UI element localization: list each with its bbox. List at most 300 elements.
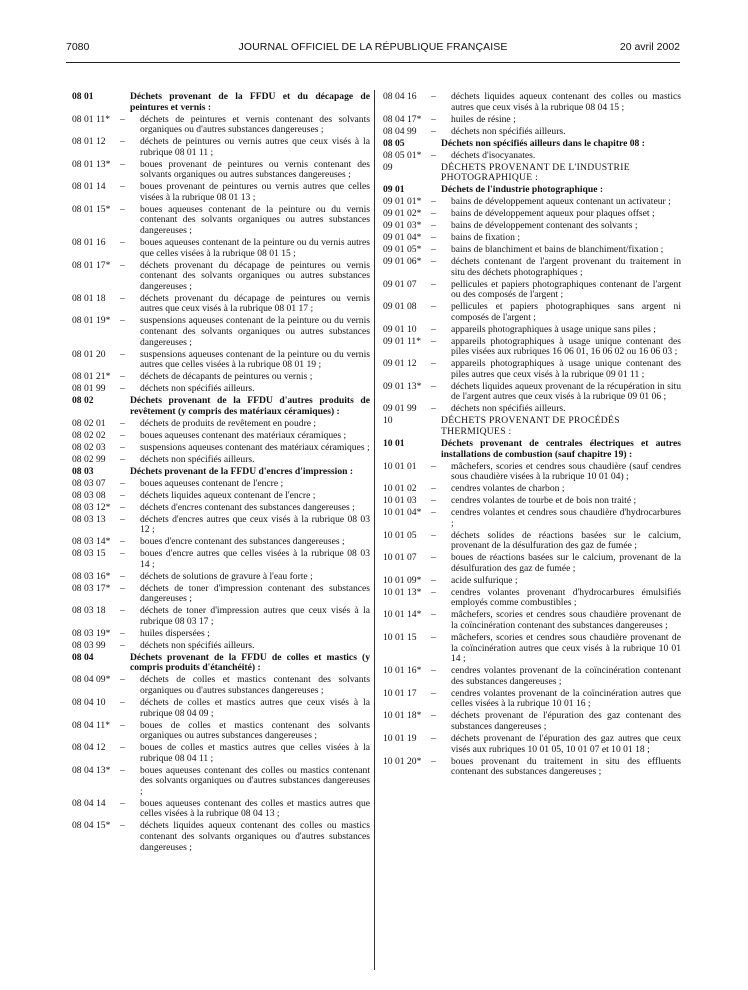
waste-entry bbox=[383, 197, 681, 208]
waste-description: – déchets de toner d'impression autres que ceux visés à la rubrique 08 03 17 ; bbox=[120, 605, 370, 627]
waste-code: 09 01 99 bbox=[383, 403, 417, 415]
heading-text bbox=[130, 396, 370, 417]
waste-description: – déchets liquides aqueux contenant de l'encre ; bbox=[120, 489, 316, 501]
waste-entry bbox=[72, 160, 370, 181]
description-text: déchets de produits de revêtement en poudre ; bbox=[140, 417, 317, 429]
waste-description: – pellicules et papiers photographiques contenant de l'argent ou des composés de l'argent ; bbox=[431, 278, 681, 301]
description-text: mâchefers, scories et cendres sous chaudière (sauf cendres sous chaudière visées à la rubrique 10 01 04) ; bbox=[451, 460, 681, 483]
section-heading bbox=[383, 185, 681, 196]
description-text: déchets de colles et mastics contenant des solvants organiques ou d'autres substances dangereuses ; bbox=[140, 674, 370, 696]
waste-code: 08 01 21* bbox=[72, 371, 111, 383]
description-text: cendres volantes de charbon ; bbox=[451, 483, 565, 495]
waste-description: – appareils photographiques à usage unique contenant des piles visées aux rubriques 16 06 01, 16 06 02 ou 16 06 03 ; bbox=[431, 335, 681, 358]
waste-description: – bains de développement contenant des solvants ; bbox=[431, 220, 638, 232]
waste-entry bbox=[72, 316, 370, 348]
description-text: déchets de colles et mastics autres que ceux visés à la rubrique 08 04 09 ; bbox=[140, 696, 370, 719]
waste-entry bbox=[72, 431, 370, 442]
description-text: suspensions aqueuses contenant de la peinture ou du vernis contenant des solvants organiques ou autres substances dangereuses ; bbox=[140, 315, 370, 348]
waste-code: 10 01 15 bbox=[383, 632, 417, 644]
waste-description: – déchets non spécifiés ailleurs. bbox=[120, 639, 255, 651]
waste-code: 08 03 08 bbox=[72, 489, 106, 501]
waste-description: – mâchefers, scories et cendres sous chaudière (sauf cendres sous chaudière visées à la rubrique 10 01 04) ; bbox=[431, 460, 681, 483]
waste-code: 08 03 12* bbox=[72, 501, 111, 513]
waste-description: – suspensions aqueuses contenant de la peinture ou du vernis contenant des solvants organiques ou autres substances dangereuses ; bbox=[120, 315, 370, 348]
description-text: bains de blanchiment et bains de blanchiment/fixation ; bbox=[451, 244, 664, 256]
waste-description: – déchets liquides aqueux provenant de la récupération in situ de l'argent autres que ceux visés à la rubrique 09 01 06 ; bbox=[431, 380, 681, 403]
waste-code: 10 01 01 bbox=[383, 460, 417, 472]
description-text: boues aqueuses contenant des colles et mastics autres que celles visées à la rubrique 08 04 13 ; bbox=[140, 797, 370, 820]
waste-code: 08 01 15* bbox=[72, 203, 111, 215]
publication-date: 20 avril 2002 bbox=[619, 41, 680, 53]
waste-code: 08 04 09* bbox=[72, 674, 111, 686]
waste-entry bbox=[383, 588, 681, 609]
section-heading bbox=[72, 396, 370, 417]
waste-description: – boues provenant de peintures ou vernis contenant des solvants organiques ou autres substances dangereuses ; bbox=[120, 158, 370, 181]
waste-code: 10 01 02 bbox=[383, 483, 417, 495]
waste-description: – boues provenant de peintures ou vernis autres que celles visées à la rubrique 08 01 13 ; bbox=[120, 181, 370, 203]
waste-code: 10 01 05 bbox=[383, 529, 417, 541]
waste-description: – déchets non spécifiés ailleurs. bbox=[431, 125, 566, 137]
description-text: Déchets provenant de centrales électriques et autres installations de combustion (sauf chapitre 19) : bbox=[441, 438, 681, 460]
description-text: boues provenant de peintures ou vernis autres que celles visées à la rubrique 08 01 13 ; bbox=[140, 181, 370, 203]
waste-entry bbox=[72, 384, 370, 395]
waste-entry bbox=[72, 503, 370, 514]
waste-code: 08 01 20 bbox=[72, 348, 106, 360]
waste-code: 08 04 99 bbox=[383, 125, 417, 137]
waste-code: 08 03 99 bbox=[72, 639, 106, 651]
heading-text bbox=[441, 185, 681, 196]
description-text: Déchets provenant de la FFDU de colles et mastics (y compris produits d'étanchéité) : bbox=[130, 651, 370, 674]
waste-code: 08 01 19* bbox=[72, 315, 111, 327]
waste-description: – déchets d'encres autres que ceux visés à la rubrique 08 03 12 ; bbox=[120, 513, 370, 536]
waste-entry bbox=[383, 245, 681, 256]
description-text: déchets non spécifiés ailleurs. bbox=[140, 453, 255, 465]
waste-description: – mâchefers, scories et cendres sous chaudière provenant de la coïncinération contenant des substances dangereuses ; bbox=[431, 609, 681, 632]
waste-entry bbox=[72, 294, 370, 315]
waste-code: 08 01 16 bbox=[72, 237, 106, 249]
waste-code: 08 04 bbox=[72, 651, 94, 663]
waste-code: 08 04 10 bbox=[72, 696, 106, 708]
description-text: déchets provenant du décapage de peintures ou vernis contenant des solvants organiques ou autres substances dangereuses ; bbox=[140, 259, 370, 292]
waste-entry bbox=[383, 382, 681, 403]
waste-entry bbox=[72, 350, 370, 371]
waste-code: 08 01 14 bbox=[72, 181, 106, 193]
column-divider bbox=[374, 90, 375, 970]
waste-code: 08 02 01 bbox=[72, 417, 106, 429]
waste-description: – mâchefers, scories et cendres sous chaudière provenant de la coïncinération autres que ceux visés à la rubrique 10 01 14 ; bbox=[431, 632, 681, 665]
waste-code: 10 01 16* bbox=[383, 665, 422, 677]
waste-code: 08 02 99 bbox=[72, 453, 106, 465]
description-text: boues d'encre contenant des substances dangereuses ; bbox=[140, 536, 345, 548]
waste-code: 09 01 12 bbox=[383, 358, 417, 370]
waste-entry bbox=[383, 734, 681, 755]
waste-code: 09 bbox=[383, 161, 393, 173]
description-text: déchets liquides aqueux contenant des colles ou mastics contenant des solvants organiques ou d'autres substances dangereuses ; bbox=[140, 820, 370, 853]
description-text: pellicules et papiers photographiques contenant de l'argent ou des composés de l'argent ; bbox=[451, 278, 681, 301]
waste-code: 10 01 20* bbox=[383, 755, 422, 767]
description-text: déchets liquides aqueux provenant de la récupération in situ de l'argent autres que ceux visés à la rubrique 09 01 06 ; bbox=[451, 380, 681, 403]
section-heading bbox=[383, 439, 681, 460]
waste-description: – pellicules et papiers photographiques sans argent ni composés de l'argent ; bbox=[431, 301, 681, 323]
waste-description: – boues provenant du traitement in situ des effluents contenant des substances dangereuses ; bbox=[431, 755, 681, 778]
description-text: boues provenant de peintures ou vernis contenant des solvants organiques ou autres substances dangereuses ; bbox=[140, 158, 370, 181]
waste-entry bbox=[383, 531, 681, 552]
waste-description: – déchets provenant de l'épuration des gaz contenant des substances dangereuses ; bbox=[431, 710, 681, 732]
waste-description: – cendres volantes de tourbe et de bois non traité ; bbox=[431, 495, 637, 507]
description-text: déchets de toner d'impression contenant des substances dangereuses ; bbox=[140, 582, 370, 605]
waste-description: – déchets provenant de l'épuration des gaz autres que ceux visés aux rubriques 10 01 05, 10 01 07 et 10 01 18 ; bbox=[431, 732, 681, 755]
description-text: DÉCHETS PROVENANT DE PROCÉDÉS THERMIQUES : bbox=[441, 415, 620, 438]
description-text: suspensions aqueuses contenant de la peinture ou du vernis autres que celles visées à la rubrique 08 01 19 ; bbox=[140, 348, 370, 371]
description-text: Déchets non spécifiés ailleurs dans le chapitre 08 : bbox=[441, 137, 645, 149]
waste-code: 10 01 19 bbox=[383, 732, 417, 744]
waste-description: – boues de colles et mastics contenant des solvants organiques ou autres substances dangereuses ; bbox=[120, 719, 370, 742]
heading-text bbox=[441, 163, 681, 184]
waste-entry bbox=[383, 233, 681, 244]
waste-code: 09 01 05* bbox=[383, 244, 422, 256]
waste-entry bbox=[72, 115, 370, 136]
waste-entry bbox=[72, 182, 370, 203]
waste-description: – appareils photographiques à usage unique contenant des piles autres que ceux visés à la rubrique 09 01 11 ; bbox=[431, 358, 681, 380]
waste-entry bbox=[383, 359, 681, 380]
waste-code: 10 01 07 bbox=[383, 552, 417, 564]
waste-code: 08 04 11* bbox=[72, 719, 111, 731]
waste-entry bbox=[383, 496, 681, 507]
description-text: huiles dispersées ; bbox=[140, 627, 210, 639]
waste-entry bbox=[72, 572, 370, 583]
description-text: mâchefers, scories et cendres sous chaudière provenant de la coïncinération contenant des substances dangereuses ; bbox=[451, 609, 681, 632]
waste-entry bbox=[72, 419, 370, 430]
description-text: cendres volantes provenant de la coïncinération autres que celles visées à la rubrique 10 01 16 ; bbox=[451, 687, 681, 710]
waste-code: 09 01 08 bbox=[383, 301, 417, 313]
waste-entry bbox=[383, 302, 681, 323]
waste-description: – boues d'encre contenant des substances dangereuses ; bbox=[120, 536, 345, 548]
waste-entry bbox=[383, 280, 681, 301]
description-text: déchets liquides aqueux contenant de l'encre ; bbox=[140, 489, 316, 501]
section-heading bbox=[72, 92, 370, 113]
waste-code: 08 03 bbox=[72, 465, 94, 477]
waste-code: 08 04 15* bbox=[72, 820, 111, 832]
description-text: cendres volantes et cendres sous chaudière d'hydrocarbures ; bbox=[451, 507, 681, 529]
waste-entry bbox=[72, 491, 370, 502]
waste-code: 09 01 10 bbox=[383, 323, 417, 335]
waste-description: – appareils photographiques à usage unique sans piles ; bbox=[431, 323, 656, 335]
waste-entry bbox=[383, 689, 681, 710]
waste-description: – déchets provenant du décapage de peintures ou vernis autres que ceux visés à la rubrique 08 01 17 ; bbox=[120, 292, 370, 315]
waste-entry bbox=[72, 675, 370, 696]
description-text: DÉCHETS PROVENANT DE L'INDUSTRIE PHOTOGRAPHIQUE : bbox=[441, 161, 630, 184]
waste-entry bbox=[72, 641, 370, 652]
waste-entry bbox=[72, 455, 370, 466]
waste-description: – cendres volantes provenant d'hydrocarbures émulsifiés employés comme combustibles ; bbox=[431, 586, 681, 609]
description-text: boues aqueuses contenant de l'encre ; bbox=[140, 477, 284, 489]
waste-code: 08 03 17* bbox=[72, 582, 111, 594]
waste-code: 08 03 15 bbox=[72, 548, 106, 560]
waste-entry bbox=[383, 553, 681, 574]
section-heading bbox=[72, 653, 370, 674]
waste-entry bbox=[72, 584, 370, 605]
description-text: Déchets provenant de la FFDU d'encres d'impression : bbox=[130, 465, 354, 477]
waste-code: 08 03 07 bbox=[72, 477, 106, 489]
waste-code: 08 01 99 bbox=[72, 383, 106, 395]
waste-description: – boues aqueuses contenant de l'encre ; bbox=[120, 477, 284, 489]
journal-title: JOURNAL OFFICIEL DE LA RÉPUBLIQUE FRANÇAISE bbox=[238, 41, 508, 53]
page-header bbox=[66, 41, 680, 57]
waste-description: – boues de colles et mastics autres que celles visées à la rubrique 08 04 11 ; bbox=[120, 742, 370, 764]
description-text: bains de développement contenant des solvants ; bbox=[451, 220, 638, 232]
waste-entry bbox=[383, 325, 681, 336]
waste-code: 08 02 03 bbox=[72, 441, 106, 453]
waste-code: 10 01 13* bbox=[383, 586, 422, 598]
description-text: cendres volantes provenant d'hydrocarbures émulsifiés employés comme combustibles ; bbox=[451, 586, 681, 609]
waste-description: – bains de blanchiment et bains de blanchiment/fixation ; bbox=[431, 244, 664, 256]
waste-description: – déchets de peintures ou vernis autres que ceux visés à la rubrique 08 01 11 ; bbox=[120, 136, 370, 158]
waste-description: – déchets de produits de revêtement en poudre ; bbox=[120, 417, 317, 429]
description-text: huiles de résine ; bbox=[451, 113, 516, 125]
waste-description: – huiles de résine ; bbox=[431, 113, 516, 125]
waste-entry bbox=[72, 821, 370, 853]
description-text: déchets de toner d'impression autres que ceux visés à la rubrique 08 03 17 ; bbox=[140, 605, 370, 627]
waste-code: 10 01 17 bbox=[383, 687, 417, 699]
section-heading bbox=[383, 139, 681, 150]
waste-description: – déchets provenant du décapage de peintures ou vernis contenant des solvants organiques ou autres substances dangereuses ; bbox=[120, 259, 370, 292]
waste-description: – boues aqueuses contenant des matériaux céramiques ; bbox=[120, 429, 347, 441]
description-text: déchets d'encres autres que ceux visés à la rubrique 08 03 12 ; bbox=[140, 513, 370, 536]
waste-description: – déchets de décapants de peintures ou vernis ; bbox=[120, 371, 313, 383]
waste-description: – cendres volantes provenant de la coïncinération contenant des substances dangereuses ; bbox=[431, 665, 681, 687]
waste-entry bbox=[383, 127, 681, 138]
description-text: appareils photographiques à usage unique contenant des piles visées aux rubriques 16 06 01, 16 06 02 ou 16 06 03 ; bbox=[451, 335, 681, 358]
waste-entry bbox=[383, 115, 681, 126]
waste-entry bbox=[383, 711, 681, 732]
waste-entry bbox=[383, 404, 681, 415]
right-column bbox=[383, 92, 681, 779]
heading-text bbox=[441, 139, 681, 150]
waste-code: 10 01 04* bbox=[383, 507, 422, 519]
description-text: déchets liquides aqueux contenant des colles ou mastics autres que ceux visés à la rubrique 08 04 15 ; bbox=[451, 91, 681, 113]
description-text: mâchefers, scories et cendres sous chaudière provenant de la coïncinération autres que ceux visés à la rubrique 10 01 14 ; bbox=[451, 632, 681, 665]
waste-description: – déchets liquides aqueux contenant des colles ou mastics autres que ceux visés à la rubrique 08 04 15 ; bbox=[431, 91, 681, 113]
description-text: boues aqueuses contenant de la peinture ou du vernis autres que celles visées à la rubrique 08 01 15 ; bbox=[140, 237, 370, 259]
description-text: déchets de peintures et vernis contenant des solvants organiques ou d'autres substances dangereuses ; bbox=[140, 113, 370, 136]
waste-entry bbox=[72, 606, 370, 627]
description-text: suspensions aqueuses contenant des matériaux céramiques ; bbox=[140, 441, 370, 453]
description-text: boues d'encre autres que celles visées à la rubrique 08 03 14 ; bbox=[140, 548, 370, 570]
waste-code: 08 01 12 bbox=[72, 136, 106, 148]
waste-entry bbox=[383, 92, 681, 113]
waste-code: 08 03 14* bbox=[72, 536, 111, 548]
waste-code: 09 01 11* bbox=[383, 335, 422, 347]
waste-description: – suspensions aqueuses contenant de la peinture ou du vernis autres que celles visées à la rubrique 08 01 19 ; bbox=[120, 348, 370, 371]
waste-code: 08 03 19* bbox=[72, 627, 111, 639]
waste-entry bbox=[383, 508, 681, 529]
heading-text bbox=[441, 416, 681, 437]
description-text: déchets d'isocyanates. bbox=[451, 149, 536, 161]
chapter-heading bbox=[383, 416, 681, 437]
waste-code: 09 01 06* bbox=[383, 256, 422, 267]
waste-description: – boues aqueuses contenant de la peinture ou du vernis contenant des solvants organiques ou autres substances dangereuses ; bbox=[120, 203, 370, 237]
description-text: déchets contenant de l'argent provenant du traitement in situ des déchets photographiques ; bbox=[451, 256, 681, 278]
heading-text bbox=[130, 653, 370, 674]
description-text: appareils photographiques à usage unique contenant des piles autres que ceux visés à la rubrique 09 01 11 ; bbox=[451, 358, 681, 380]
waste-description: – bains de développement aqueux pour plaques offset ; bbox=[431, 208, 655, 220]
waste-code: 08 04 17* bbox=[383, 113, 422, 125]
description-text: boues aqueuses contenant des colles ou mastics contenant des solvants organiques ou d'autres substances dangereuses ; bbox=[140, 764, 370, 797]
waste-description: – boues aqueuses contenant des colles et mastics autres que celles visées à la rubrique 08 04 13 ; bbox=[120, 797, 370, 820]
waste-code: 08 01 18 bbox=[72, 292, 106, 304]
description-text: cendres volantes provenant de la coïncinération contenant des substances dangereuses ; bbox=[451, 665, 681, 687]
description-text: boues aqueuses contenant des matériaux céramiques ; bbox=[140, 429, 347, 441]
waste-code: 09 01 01* bbox=[383, 196, 422, 208]
waste-entry bbox=[383, 576, 681, 587]
waste-code: 09 01 07 bbox=[383, 278, 417, 290]
waste-entry bbox=[72, 799, 370, 820]
description-text: appareils photographiques à usage unique sans piles ; bbox=[451, 323, 656, 335]
waste-entry bbox=[383, 257, 681, 278]
waste-description: – déchets de colles et mastics autres que ceux visés à la rubrique 08 04 09 ; bbox=[120, 696, 370, 719]
waste-description: – cendres volantes et cendres sous chaudière d'hydrocarbures ; bbox=[431, 507, 681, 529]
waste-description: – acide sulfurique ; bbox=[431, 574, 518, 586]
waste-entry bbox=[72, 721, 370, 742]
description-text: pellicules et papiers photographiques sans argent ni composés de l'argent ; bbox=[451, 301, 681, 323]
waste-description: – déchets de colles et mastics contenant des solvants organiques ou d'autres substances dangereuses ; bbox=[120, 674, 370, 696]
waste-entry bbox=[72, 743, 370, 764]
waste-description: – boues aqueuses contenant de la peinture ou du vernis autres que celles visées à la rubrique 08 01 15 ; bbox=[120, 237, 370, 259]
waste-code: 08 01 11* bbox=[72, 113, 111, 125]
waste-entry bbox=[383, 633, 681, 665]
description-text: déchets solides de réactions basées sur le calcium, provenant de la désulfuration des gaz de fumée ; bbox=[451, 529, 681, 552]
waste-entry bbox=[383, 209, 681, 220]
waste-description: – bains de fixation ; bbox=[431, 232, 521, 244]
heading-text bbox=[130, 92, 370, 113]
waste-entry bbox=[72, 372, 370, 383]
waste-entry bbox=[72, 137, 370, 158]
waste-entry bbox=[383, 221, 681, 232]
waste-entry bbox=[72, 515, 370, 536]
chapter-heading bbox=[383, 163, 681, 184]
waste-description: – déchets de solutions de gravure à l'eau forte ; bbox=[120, 570, 313, 582]
description-text: déchets non spécifiés ailleurs. bbox=[140, 383, 255, 395]
waste-code: 08 03 16* bbox=[72, 570, 111, 582]
heading-text bbox=[441, 439, 681, 460]
waste-entry bbox=[72, 479, 370, 490]
waste-description: – déchets d'encres contenant des substances dangereuses ; bbox=[120, 501, 355, 513]
description-text: déchets non spécifiés ailleurs. bbox=[451, 403, 566, 415]
waste-code: 09 01 03* bbox=[383, 220, 422, 232]
description-text: bains de développement aqueux contenant un activateur ; bbox=[451, 196, 671, 208]
waste-code: 08 01 bbox=[72, 91, 94, 102]
waste-entry bbox=[383, 757, 681, 778]
waste-entry bbox=[383, 484, 681, 495]
waste-code: 09 01 bbox=[383, 184, 405, 196]
waste-entry bbox=[72, 766, 370, 798]
waste-entry bbox=[72, 238, 370, 259]
description-text: bains de fixation ; bbox=[451, 232, 521, 244]
description-text: déchets de solutions de gravure à l'eau forte ; bbox=[140, 570, 313, 582]
waste-code: 09 01 02* bbox=[383, 208, 422, 220]
waste-entry bbox=[383, 462, 681, 483]
description-text: déchets provenant du décapage de peintures ou vernis autres que ceux visés à la rubrique 08 01 17 ; bbox=[140, 292, 370, 315]
waste-description: – déchets non spécifiés ailleurs. bbox=[120, 383, 255, 395]
waste-code: 10 01 14* bbox=[383, 609, 422, 621]
waste-code: 08 02 bbox=[72, 395, 94, 407]
waste-entry bbox=[72, 261, 370, 293]
description-text: boues de colles et mastics autres que celles visées à la rubrique 08 04 11 ; bbox=[140, 742, 370, 764]
waste-code: 08 03 13 bbox=[72, 513, 106, 525]
waste-description: – déchets solides de réactions basées sur le calcium, provenant de la désulfuration des gaz de fumée ; bbox=[431, 529, 681, 552]
waste-description: – déchets de toner d'impression contenant des substances dangereuses ; bbox=[120, 582, 370, 605]
description-text: boues de colles et mastics contenant des solvants organiques ou autres substances dangereuses ; bbox=[140, 719, 370, 742]
waste-description: – cendres volantes de charbon ; bbox=[431, 483, 565, 495]
left-column bbox=[72, 92, 370, 855]
waste-entry bbox=[72, 629, 370, 640]
waste-code: 08 01 13* bbox=[72, 158, 111, 170]
waste-code: 10 01 09* bbox=[383, 574, 422, 586]
heading-text bbox=[130, 467, 370, 478]
waste-code: 10 01 bbox=[383, 438, 405, 450]
header-rule bbox=[66, 62, 680, 63]
waste-entry bbox=[72, 443, 370, 454]
description-text: boues aqueuses contenant de la peinture ou du vernis contenant des solvants organiques ou autres substances dangereuses ; bbox=[140, 203, 370, 237]
description-text: boues provenant du traitement in situ des effluents contenant des substances dangereuses ; bbox=[451, 755, 681, 778]
waste-description: – déchets non spécifiés ailleurs. bbox=[120, 453, 255, 465]
description-text: acide sulfurique ; bbox=[451, 574, 518, 586]
waste-entry bbox=[383, 666, 681, 687]
waste-code: 10 bbox=[383, 415, 393, 427]
waste-code: 10 01 18* bbox=[383, 710, 422, 722]
waste-code: 08 02 02 bbox=[72, 429, 106, 441]
waste-description: – suspensions aqueuses contenant des matériaux céramiques ; bbox=[120, 441, 370, 453]
description-text: Déchets provenant de la FFDU et du décapage de peintures et vernis : bbox=[130, 91, 370, 113]
waste-code: 09 01 04* bbox=[383, 232, 422, 244]
waste-entry bbox=[72, 698, 370, 719]
waste-description: – boues de réactions basées sur le calcium, provenant de la désulfuration des gaz de fumée ; bbox=[431, 552, 681, 574]
waste-entry bbox=[383, 610, 681, 631]
description-text: cendres volantes de tourbe et de bois non traité ; bbox=[451, 495, 637, 507]
waste-entry bbox=[383, 337, 681, 358]
waste-description: – déchets contenant de l'argent provenant du traitement in situ des déchets photographiques ; bbox=[431, 256, 681, 278]
waste-description: – bains de développement aqueux contenant un activateur ; bbox=[431, 196, 671, 208]
waste-description: – déchets de peintures et vernis contenant des solvants organiques ou d'autres substances dangereuses ; bbox=[120, 113, 370, 136]
waste-code: 08 01 17* bbox=[72, 259, 111, 271]
description-text: déchets provenant de l'épuration des gaz contenant des substances dangereuses ; bbox=[451, 710, 681, 732]
description-text: déchets non spécifiés ailleurs. bbox=[140, 639, 255, 651]
waste-description: – huiles dispersées ; bbox=[120, 627, 210, 639]
waste-entry bbox=[383, 151, 681, 162]
waste-code: 08 04 14 bbox=[72, 797, 106, 809]
description-text: Déchets provenant de la FFDU d'autres produits de revêtement (y compris des matériaux céramiques) : bbox=[130, 395, 370, 417]
section-heading bbox=[72, 467, 370, 478]
description-text: déchets provenant de l'épuration des gaz autres que ceux visés aux rubriques 10 01 05, 10 01 07 et 10 01 18 ; bbox=[451, 732, 681, 755]
waste-code: 09 01 13* bbox=[383, 380, 422, 392]
description-text: boues de réactions basées sur le calcium, provenant de la désulfuration des gaz de fumée ; bbox=[451, 552, 681, 574]
waste-code: 08 04 13* bbox=[72, 764, 111, 776]
waste-description: – cendres volantes provenant de la coïncinération autres que celles visées à la rubrique 10 01 16 ; bbox=[431, 687, 681, 710]
waste-code: 08 04 12 bbox=[72, 742, 106, 754]
description-text: déchets d'encres contenant des substances dangereuses ; bbox=[140, 501, 355, 513]
waste-code: 08 03 18 bbox=[72, 605, 106, 617]
waste-description: – déchets non spécifiés ailleurs. bbox=[431, 403, 566, 415]
waste-entry bbox=[72, 537, 370, 548]
waste-code: 08 04 16 bbox=[383, 91, 417, 102]
page-number: 7080 bbox=[66, 41, 90, 53]
waste-description: – boues aqueuses contenant des colles ou mastics contenant des solvants organiques ou d'autres substances dangereuses ; bbox=[120, 764, 370, 797]
waste-code: 10 01 03 bbox=[383, 495, 417, 507]
description-text: déchets non spécifiés ailleurs. bbox=[451, 125, 566, 137]
description-text: déchets de décapants de peintures ou vernis ; bbox=[140, 371, 313, 383]
waste-description: – déchets liquides aqueux contenant des colles ou mastics contenant des solvants organiques ou d'autres substances dangereuses ; bbox=[120, 820, 370, 853]
waste-entry bbox=[72, 549, 370, 570]
